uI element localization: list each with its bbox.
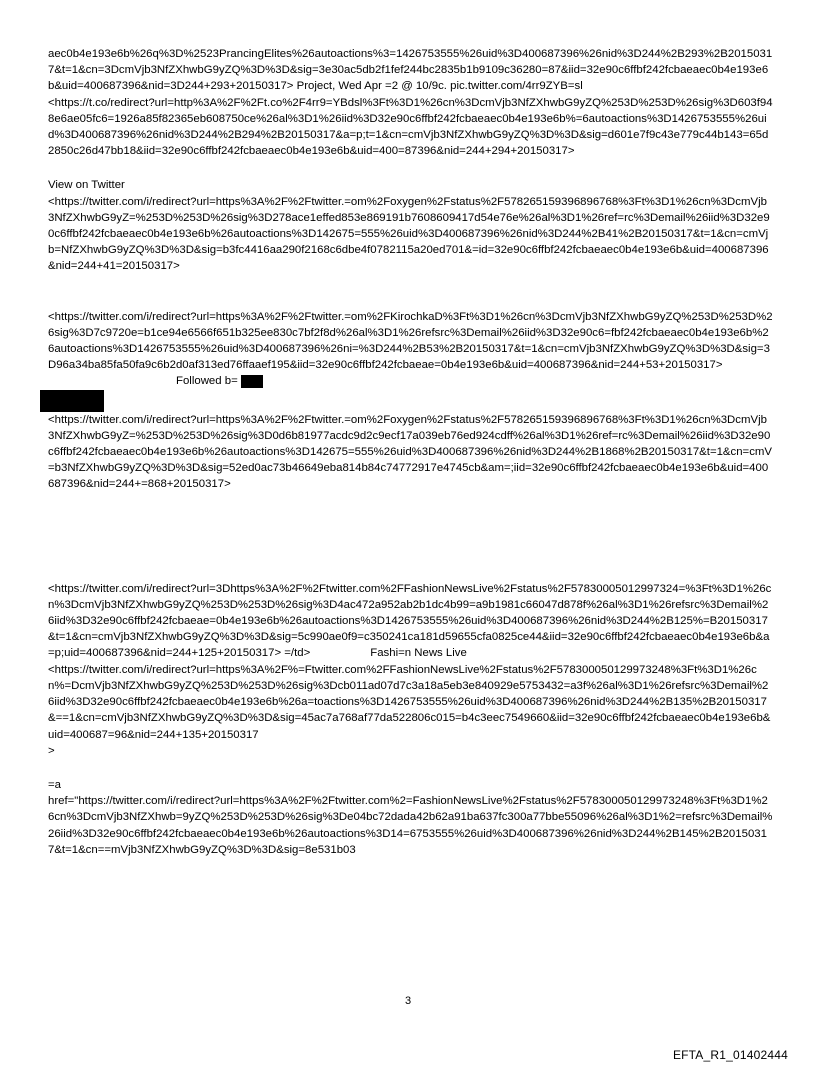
redaction-bar: [241, 375, 263, 388]
text-block-1: aec0b4e193e6b%26q%3D%2523PrancingElites%26autoactions%3=1426753555%26uid%3D400687396%26nid%3D244%2B293%2B20150317&t=1&cn=3DcmVjb3NfZXhwbG9yZQ%3D%3D&sig=3e30ac5db2f1fef244bc2835b1b9109c36280=87&iid=32e90c6ffbf242fcbaeaec0b4e193e6b&uid=400687396&nid=3D244+293+20150317> Project, Wed Apr =2 @ 10/9c. pic.twitter.com/4rr9ZYB=sl: [48, 48, 773, 93]
text-block-5: <https://twitter.com/i/redirect?url=https%3A%2F%2Ftwitter.=om%2Foxygen%2Fstatus%2F578265159396896768%3Ft%3D1%26cn%3DcmVjb3NfZXhwbG9yZ=%253D%253D%26sig%3D0d6b81977acdc9d2c9ecf17a039eb76ed924cdff%26al%3D1%26ref=rc%3Demail%26iid%3D32e90c6ffbf242fcbaeaec0b4e193e6b%26autoactions%3D142675=555%26uid%3D400687396%26nid%3D244%2B1868%2B20150317&t=1&cn=cmV=b3NfZXhwbG9yZQ%3D%3D&sig=52ed0ac73b46649eba814b84c74772917e4745cb&am=;iid=32e90c6ffbf242fcbaeaec0b4e193e6b&uid=400687396&nid=244+=868+20150317>: [48, 413, 772, 491]
redaction-bar-large: [40, 390, 104, 412]
page-number: 3: [404, 995, 412, 1007]
document-id: EFTA_R1_01402444: [672, 1048, 788, 1062]
text-block-3: <https://twitter.com/i/redirect?url=https%3A%2F%2Ftwitter.=om%2Foxygen%2Fstatus%2F578265159396896768%3Ft%3D1%26cn%3DcmVjb3NfZXhwbG9yZ=%253D%253D%26sig%3D278ace1effed853e869191b7608609417d54e76e%26al%3D1%26ref=rc%3Demail%26iid%3D32e90c6ffbf242fcbaeaec0b4e193e6b%26autoactions%3D142675=555%26uid%3D400687396%26nid%3D244%2B41%2B20150317&t=1&cn=cmVjb=NfZXhwbG9yZQ%3D%3D&sig=b3fc4416aa290f2168c6dbe4f0782115a20ed701&=id=32e90c6ffbf242fcbaeaec0b4e193e6b&uid=400687396&nid=244+41=20150317>: [48, 195, 770, 273]
redirect-url-4: <https://twitter.com/i/redirect?url=https%3A%2F%2Ftwitter.=om%2FKirochkaD%3Ft%3D1%26cn%3DcmVjb3NfZXhwbG9yZQ%253D%253D%26sig%3D7c9720e=b1ce94e6566f651b325ee830c7bf2f8d%26al%3D1%26refsrc%3Demail%26iid%3D32e90c6=fbf242fcbaeaec0b4e193e6b%26autoactions%3D1426753555%26uid%3D400687396%26ni=%3D244%2B53%2B20150317&t=1&cn=cmVjb3NfZXhwbG9yZQ%3D%3D&sig=3D96a34ba85fa50fa9c6b2d0af313ed76ffaaef195&iid=32e90c6ffbf242fcbaeae=0b4e193e6b&uid=400687396&nid=244+53+20150317>: [48, 310, 773, 372]
followed-by-label: Followed b=: [176, 375, 238, 388]
text-block-7-end: >: [48, 744, 55, 757]
redaction-row: [48, 390, 773, 412]
document-body: [48, 46, 773, 858]
redirect-url-6: <https://twitter.com/i/redirect?url=3Dhttps%3A%2F%2Ftwitter.com%2FFashionNewsLive%2Fstatus%2F57830005012997324=%3Ft%3D1%26cn%3DcmVjb3NfZXhwbG9yZQ%253D%253D%26sig%3D4ac472a952ab2b1dc4b99=a9b1981c66047d878f%26al%3D1%26refsrc%3Demail%26iid%3D32e90c6ffbf242fcbaeae=0b4e193e6b%26autoactions%3D1426753555%26uid%3D400687396%26nid%3D244%2B125%=B20150317&t=1&cn=cmVjb3NfZXhwbG9yZQ%3D%3D&sig=5c990ae0f9=c350241ca181d59655cfa0825ce44&iid=32e90c6ffbf242fcbaeaec0b4e193e6b&a=p;uid=400687396&nid=244+125+20150317> =/td>: [48, 582, 772, 660]
text-block-8: href="https://twitter.com/i/redirect?url=https%3A%2F%2Ftwitter.com%2=FashionNewsLive%2Fstatus%2F578300050129973248%3Ft%3D1%26cn%3DcmVjb3NfZXhwb=9yZQ%253D%253D%26sig%3De04bc72dada42b62a91ba637fc300a77bbe55096%26al%3D1%2=refsrc%3Demail%26iid%3D32e90c6ffbf242fcbaeaec0b4e193e6b%26autoactions%3D14=6753555%26uid%3D400687396%26nid%3D244%2B145%2B20150317&t=1&cn==mVjb3NfZXhwbG9yZQ%3D%3D&sig=8e531b03: [48, 795, 773, 856]
text-block-2: <https://t.co/redirect?url=http%3A%2F%2Ft.co%2F4rr9=YBdsl%3Ft%3D1%26cn%3DcmVjb3NfZXhwbG9yZQ%253D%253D%26sig%3D603f948e6ae05fc6=1926a85f82365eb608750ce%26al%3D1%26iid%3D32e90c6ffbf242fcbaeaec0b4e193e6b%=6autoactions%3D1426753555%26uid%3D400687396%26nid%3D244%2B294%2B20150317&a=p;t=1&cn=cmVjb3NfZXhwbG9yZQ%3D%3D&sig=d601e7f9c43e779c44b143=65d2850c26d47bb18&iid=32e90c6ffbf242fcbaeaec0b4e193e6b&uid=400=87396&nid=244+294+20150317>: [48, 96, 773, 158]
text-block-8-prefix: =a: [48, 778, 61, 791]
text-block-4: [48, 309, 773, 390]
text-block-7: <https://twitter.com/i/redirect?url=https%3A%2F%=Ftwitter.com%2FFashionNewsLive%2Fstatus%2F578300050129973248%3Ft%3D1%26cn%=DcmVjb3NfZXhwbG9yZQ%253D%253D%26sig%3Dcb011ad07d7c3a18a5eb3e840929e5753432=a3f%26al%3D1%26refsrc%3Demail%26iid%3D32e90c6ffbf242fcbaeaec0b4e193e6b%26a=toactions%3D1426753555%26uid%3D400687396%26nid%3D244%2B135%2B20150317&==1&cn=cmVjb3NfZXhwbG9yZQ%3D%3D&sig=45ac7a768af77da522806c015=b4c3eec7549660&iid=32e90c6ffbf242fcbaeaec0b4e193e6b&uid=400687=96&nid=244+135+20150317: [48, 663, 771, 741]
fashion-news-live-label: Fashi=n News Live: [370, 647, 467, 660]
text-block-6: [48, 581, 773, 662]
view-on-twitter-label: View on Twitter: [48, 179, 125, 192]
